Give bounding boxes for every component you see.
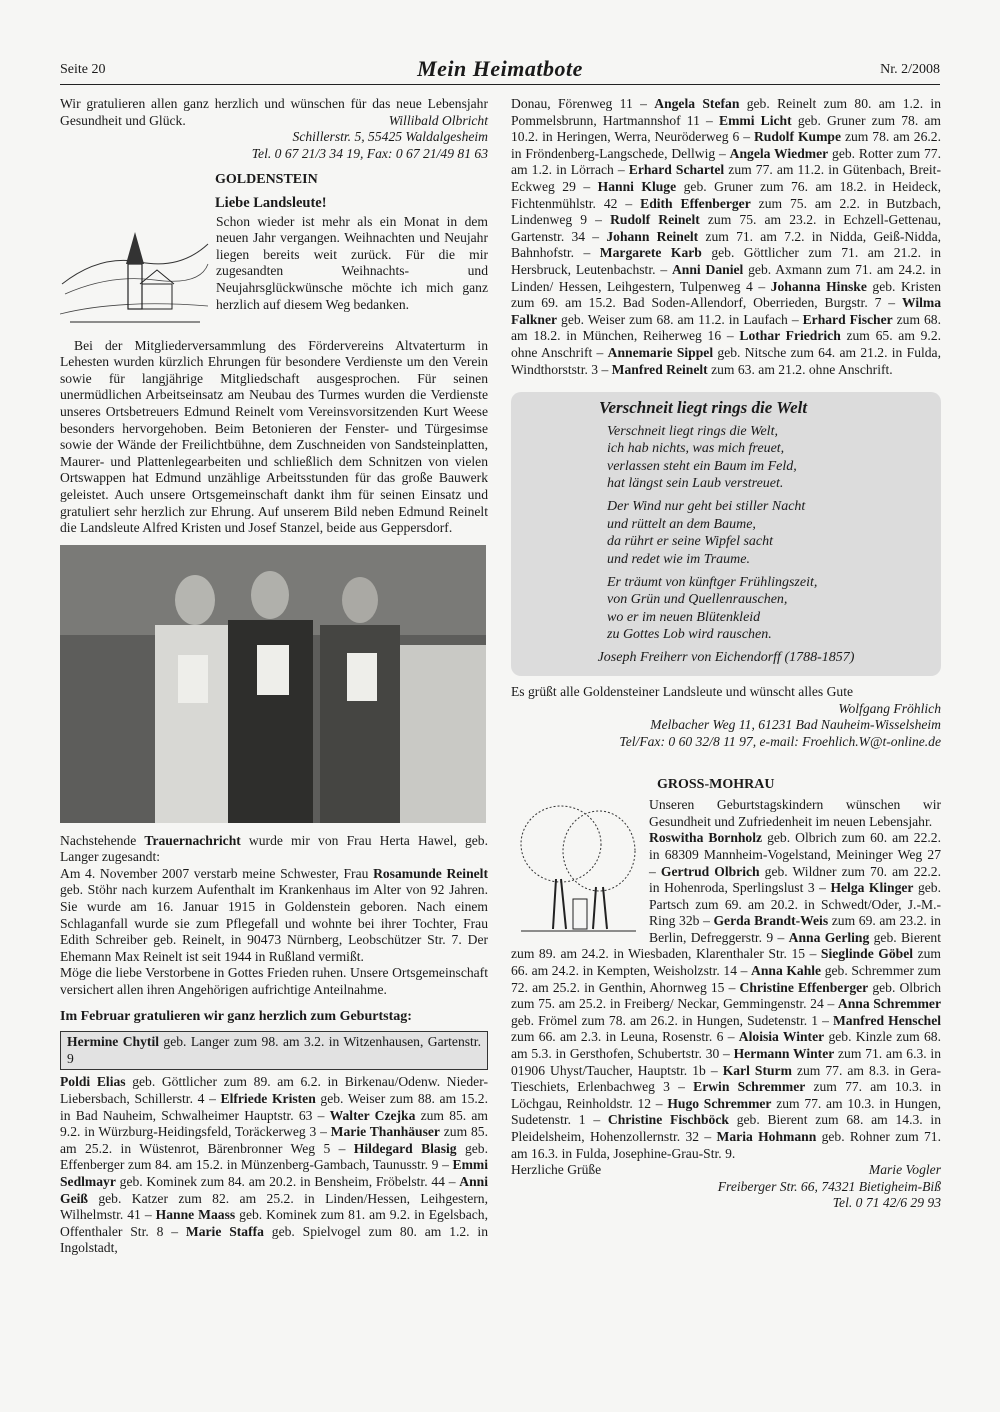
bd-text: geb. Wildner zum 70. am 22.2. in Hohenroda, Sperlingslust 3 – (649, 863, 941, 896)
bd-name: Marie Staffa (185, 1223, 264, 1239)
bd-name: Anna Gerling (788, 929, 870, 945)
bd-text: zum 68. am 18.2. in München, Reiherweg 16 – (511, 311, 942, 344)
bd-text: geb. Bierent zum 68. am 14.3. in Pleidelsheim, Hohenzollernstr. 32 – (511, 1112, 941, 1144)
bd-name: Hildegard Blasig (353, 1140, 457, 1156)
signature-name: Marie Vogler (868, 1162, 941, 1178)
poem-line: Er träumt von künftger Frühlingszeit, (607, 574, 818, 590)
highlight-name: Hermine Chytil (67, 1034, 159, 1050)
bd-name: Poldi Elias (60, 1074, 126, 1090)
trauer-intro (60, 833, 488, 866)
bd-name: Anna Kahle (751, 963, 822, 979)
page-header (60, 56, 940, 86)
section-heading-goldenstein: GOLDENSTEIN (215, 172, 318, 188)
bd-name: Maria Hohmann (716, 1129, 817, 1144)
bd-name: Johann Reinelt (606, 228, 699, 244)
bd-text: geb. Effenberger zum 84. am 15.2. in Münzenberg-Gambach, Taunusstr. 9 – (60, 1140, 488, 1173)
left-column (60, 96, 488, 1257)
bd-name: Erwin Schremmer (693, 1079, 806, 1095)
poem-line: verlassen steht ein Baum im Feld, (607, 458, 797, 474)
bd-text: zum 78. am 26.2. in Fröndenberg-Langschede, Dellwig – (511, 129, 941, 161)
bd-text: zum 85. am 9.2. in Würzburg-Heidingsfeld, Toräckerweg 3 – (60, 1107, 488, 1140)
bd-text: zum 75. am 23.2. in Echzell-Gettenau, Gartenstr. 34 – (511, 212, 941, 244)
photo-placeholder (60, 545, 486, 823)
tree-sketch-image (511, 799, 641, 939)
highlight-box (60, 1031, 488, 1070)
section-heading-gross-mohrau: GROSS-MOHRAU (657, 776, 775, 792)
bd-name: Rudolf Kumpe (753, 129, 841, 145)
bd-name: Manfred Henschel (832, 1012, 942, 1028)
bd-text: zum 66. am 24.2. in Kempten, Weisholzstr. 14 – (511, 946, 941, 979)
poem-stanza (521, 574, 931, 644)
bd-name: Sieglinde Göbel (820, 946, 914, 962)
bd-name: Marie Thanhäuser (330, 1124, 440, 1140)
signature-address: Freiberger Str. 66, 74321 Bietigheim-Biß (717, 1178, 941, 1194)
trauer-keyword: Trauernachricht (144, 832, 241, 848)
bd-name: Anni Daniel (671, 261, 744, 277)
greeting: Liebe Landsleute! (215, 194, 327, 211)
bd-name: Roswitha Bornholz (649, 830, 763, 846)
trauer-intro-c: wurde mir von Frau Herta Hawel, geb. Langer zugesandt: (60, 832, 489, 865)
birthday-list-right (511, 96, 941, 378)
bd-name: Manfred Reinelt (611, 361, 708, 377)
poem-line: Der Wind nur geht bei stiller Nacht (607, 499, 806, 515)
bd-name: Hanni Kluge (597, 178, 677, 194)
bd-name: Rudolf Reinelt (610, 212, 700, 228)
poem-line: hat längst sein Laub verstreuet. (607, 475, 784, 491)
signature-address: Schillerstr. 5, 55425 Waldalgesheim (292, 129, 488, 145)
bd-text: geb. Olbrich zum 75. am 25.2. in Freiberg/ Neckar, Gemmingenstr. 24 – (511, 979, 942, 1012)
bd-text: zum 66. am 2.3. in Leuna, Rosenstr. 6 – (511, 1029, 739, 1045)
bd-text: geb. Spielvogel zum 80. am 1.2. in Ingolstadt, (60, 1223, 488, 1256)
bd-text: geb. Olbrich zum 60. am 22.2. in 68309 Mannheim-Vogelstand, Meininger Weg 27 – (649, 830, 941, 879)
february-heading: Im Februar gratulieren wir ganz herzlich zum Geburtstag: (60, 1008, 412, 1024)
bd-text: geb. Göttlicher zum 89. am 6.2. in Birkenau/Odenw. Nieder-Liebersbach, Schillerstr. 4 – (60, 1074, 488, 1106)
bd-text: geb. Weiser zum 68. am 11.2. in Laufach – (557, 311, 803, 327)
birthday-list-left (60, 1074, 488, 1257)
gm-intro: Unseren Geburtstagskindern wünschen wir Gesundheit und Zufriedenheit im neuen Lebensjahr. (649, 797, 941, 829)
death-a: Am 4. November 2007 verstarb meine Schwester, Frau (60, 865, 374, 881)
bd-text: geb. Schremmer zum 72. am 25.2. in Genthin, Ahornweg 15 – (511, 963, 941, 995)
bd-name: Walter Czejka (329, 1107, 416, 1123)
bd-name: Helga Klinger (830, 880, 914, 896)
bd-text: geb. Rohner zum 71. am 16.3. in Fulda, Josephine-Grau-Str. 9. (511, 1129, 941, 1161)
bd-name: Lothar Friedrich (739, 328, 841, 344)
header-rule (60, 84, 940, 85)
bd-text: geb. Kominek zum 84. am 20.2. in Bensheim, Fröbelstr. 44 – (115, 1173, 460, 1189)
bd-text: geb. Kinzle zum 68. am 5.3. in Gersthofen, Schubertstr. 30 – (511, 1029, 941, 1062)
bd-text: geb. Gruner zum 76. am 18.2. in Heideck, Fichtenmühlstr. 42 – (511, 178, 941, 211)
bd-name: Edith Effenberger (640, 195, 751, 211)
bd-name: Erhard Schartel (628, 162, 725, 178)
poem-line: ich hab nichts, was mich freuet, (607, 441, 785, 457)
poem-stanza (521, 423, 931, 493)
bd-name: Hanne Maass (155, 1207, 236, 1223)
paragraph-honors: Bei der Mitgliederversammlung des Fördervereins Altvaterturm in Lehesten wurden kürzlich Ehrungen für besondere Verdienste um den Verein sowie für langjährige Mitgliedschaft ausgesprochen. Für seinen unermüdlichen Arbeitseinsatz am Neubau des Turmes wurden die Verdienste unseres Ortsbetreuers Edmund Reinelt vom Vereinsvorsitzenden Kurt Weese besonders hervorgehoben. Beim Betonieren der Fenster- und Türgesimse sowie der Wände der Freilichtbühne, dem Zuschneiden von Sandsteinplatten, Maurer- und Plattenlegearbeiten und schließlich dem Schnitzen von vielen Ortswappen hat Edmund unzählige Arbeitsstunden für das große Bauwerk geleistet. Auch unsere Ortsgemeinschaft dankt ihm für seinen Einsatz und gratuliert sehr herzlich zur Ehrung. Auf unserem Bild neben Edmund Reinelt die Landsleute Alfred Kristen und Josef Stanzel, beide aus Geppersdorf. (60, 337, 488, 536)
church-sketch-image (60, 214, 210, 332)
trauer-intro-a: Nachstehende (60, 832, 145, 848)
poem-line: da rührt er seine Wipfel sacht (607, 534, 774, 550)
signature-address: Melbacher Weg 11, 61231 Bad Nauheim-Wisselsheim (650, 717, 941, 733)
bd-text: zum 75. am 2.2. in Butzbach, Lindenweg 9 – (511, 195, 941, 228)
bd-name: Johanna Hinske (770, 278, 867, 294)
poem-line: zu Gottes Lob wird rauschen. (607, 627, 772, 643)
bd-name: Annemarie Sippel (607, 344, 714, 360)
group-photo (60, 545, 486, 823)
paragraph-thanks: Schon wieder ist mehr als ein Monat in dem neuen Jahr vergangen. Weihnachten und Neujahr liegen bereits weit zurück. Für die mir zugesandten Weihnachts- und Neujahrsglückwünsche möchte ich mich ganz herzlich auf diesem Weg bedanken. (216, 213, 488, 312)
death-c: geb. Stöhr nach kurzem Aufenthalt im Krankenhaus im Alter von 92 Jahren. Sie wurde am 16. Januar 1915 in Goldenstein geboren. Nach einem Schlaganfall wurde sie zum Pflegefall und wohnte bei ihrer Tochter, Frau Edith Schreiber geb. Reinelt, in 90473 Nürnberg, Leobschützer Str. 7. Der Ehemann Max Reinelt ist seit 1944 in Rußland vermißt. (60, 882, 488, 964)
bd-text: zum 71. am 6.3. in 01906 Uhyst/Taucher, Hauptstr. 1b – (511, 1046, 941, 1078)
bd-name: Erhard Fischer (802, 311, 893, 327)
signature-tel: Tel. 0 67 21/3 34 19, Fax: 0 67 21/49 81 63 (251, 145, 488, 161)
masthead: Mein Heimatbote (417, 56, 583, 81)
bd-name: Hermann Winter (733, 1046, 835, 1062)
death-name: Rosamunde Reinelt (373, 865, 488, 881)
bd-text: zum 77. am 10.3. in Löchgau, Reinholdstr. 12 – (511, 1079, 941, 1111)
bd-text: geb. Weiser zum 88. am 15.2. in Bad Nauheim, Schwalheimer Hauptstr. 63 – (60, 1091, 488, 1123)
bd-text: geb. Frömel zum 78. am 26.2. in Hungen, Sudetenstr. 1 – (511, 1012, 833, 1028)
bd-text: zum 77. am 8.3. in Gera-Tieschiets, Erlenbachweg 3 – (511, 1062, 941, 1095)
bd-text: geb. Bierent zum 89. am 24.2. in Wiesbaden, Klarenthaler Str. 15 – (511, 929, 941, 962)
bd-text: geb. Reinelt zum 80. am 1.2. in Pommelsbrunn, Hartmannshof 11 – (511, 96, 941, 128)
bd-text: geb. Gruner zum 78. am 10.2. in Heringen, Werra, Neuröderweg 6 – (511, 112, 941, 145)
death-notice (60, 866, 488, 966)
poem-line: von Grün und Quellenrauschen, (607, 592, 788, 608)
bd-text: zum 69. am 23.2. in Berlin, Defreggerstr. 9 – (649, 913, 941, 945)
gm-closing: Herzliche Grüße (511, 1162, 602, 1178)
bd-text: geb. Axmann zum 71. am 24.2. in Linden/ Hessen, Leihgestern, Tulpenweg 4 – (511, 261, 941, 294)
signature-tel: Tel. 0 71 42/6 29 93 (832, 1195, 941, 1211)
bd-name: Emmi Sedlmayr (60, 1157, 488, 1189)
bd-name: Christine Effenberger (739, 979, 869, 995)
bd-text: zum 63. am 21.2. ohne Anschrift. (707, 361, 893, 377)
bd-name: Margarete Karb (599, 245, 702, 261)
poem-line: wo er im neuen Blütenkleid (607, 609, 761, 625)
bd-text: zum 71. am 7.2. in Nidda, Geiß-Nidda, Bahnhofstr. – (511, 228, 942, 261)
intro-text: Wir gratulieren allen ganz herzlich und wünschen für das neue Lebensjahr Gesundheit und Glück. (60, 96, 488, 128)
bd-text: zum 77. am 11.2. in Gütenbach, Breit-Eckweg 29 – (511, 162, 941, 194)
bd-text: geb. Katzer zum 82. am 25.2. in Linden/Hessen, Leihgestern, Wilhelmstr. 41 – (60, 1190, 488, 1223)
bd-name: Wilma Falkner (511, 295, 941, 327)
closing-greeting: Es grüßt alle Goldensteiner Landsleute und wünscht alles Gute (511, 684, 854, 700)
bd-text: geb. Rotter zum 77. am 1.2. in Lörrach – (511, 145, 941, 178)
poem-line: und redet wie im Traume. (607, 551, 750, 567)
bd-name: Angela Stefan (654, 96, 740, 111)
condolence: Möge die liebe Verstorbene in Gottes Frieden ruhen. Unsere Ortsgemeinschaft versichert allen ihren Angehörigen aufrichtige Anteilnahme. (60, 965, 488, 998)
bd-name: Hugo Schremmer (667, 1095, 772, 1111)
bd-name: Gerda Brandt-Weis (713, 913, 829, 929)
poem-title: Verschneit liegt rings die Welt (599, 398, 808, 418)
bd-name: Gertrud Olbrich (660, 863, 760, 879)
signature-name: Wolfgang Fröhlich (838, 700, 941, 716)
poem-line: und rüttelt an dem Baume, (607, 516, 756, 532)
bd-text: geb. Partsch zum 69. am 20.2. in Schwedt/Oder, J.-M.-Ring 32b – (649, 880, 941, 929)
poem-box (511, 392, 941, 676)
bd-name: Christine Fischböck (607, 1112, 729, 1128)
bd-name: Elfriede Kristen (220, 1091, 316, 1106)
page-number: Seite 20 (60, 62, 106, 77)
bd-text: geb. Kominek zum 81. am 9.2. in Egelsbach, Offenthaler Str. 8 – (60, 1207, 488, 1239)
bd-name: Aloisia Winter (738, 1029, 825, 1045)
bd-text: geb. Nitsche zum 64. am 21.2. in Fulda, Windthorststr. 3 – (511, 344, 941, 377)
bd-text: Donau, Förenweg 11 – (511, 96, 655, 111)
poem-author: Joseph Freiherr von Eichendorff (1788-1857) (597, 649, 855, 665)
signature-name: Willibald Olbricht (388, 112, 488, 128)
bd-name: Angela Wiedmer (729, 145, 829, 161)
bd-text: geb. Kristen zum 69. am 15.2. Bad Soden-Allendorf, Oberrieden, Burgstr. 7 – (511, 278, 942, 311)
issue-number: Nr. 2/2008 (880, 62, 940, 77)
bd-text: geb. Göttlicher zum 71. am 21.2. in Hersbruck, Leutenbachstr. – (511, 245, 941, 277)
bd-name: Anni Geiß (60, 1173, 488, 1206)
bd-name: Anna Schremmer (837, 996, 941, 1012)
bd-name: Emmi Licht (719, 112, 792, 128)
bd-name: Karl Sturm (722, 1062, 792, 1078)
poem-stanza (521, 498, 931, 568)
bd-text: zum 85. am 25.2. in Wüstenrot, Bärenbronner Weg 5 – (60, 1124, 488, 1156)
bd-text: zum 65. am 9.2. ohne Anschrift – (511, 328, 942, 360)
right-column (511, 96, 941, 1212)
poem-line: Verschneit liegt rings die Welt, (607, 423, 778, 439)
highlight-text: geb. Langer zum 98. am 3.2. in Witzenhausen, Gartenstr. 9 (67, 1034, 481, 1066)
bd-text: zum 77. am 10.3. in Hungen, Sudetenstr. 1 – (511, 1095, 941, 1128)
signature-tel: Tel/Fax: 0 60 32/8 11 97, e-mail: Froehlich.W@t-online.de (619, 733, 941, 749)
